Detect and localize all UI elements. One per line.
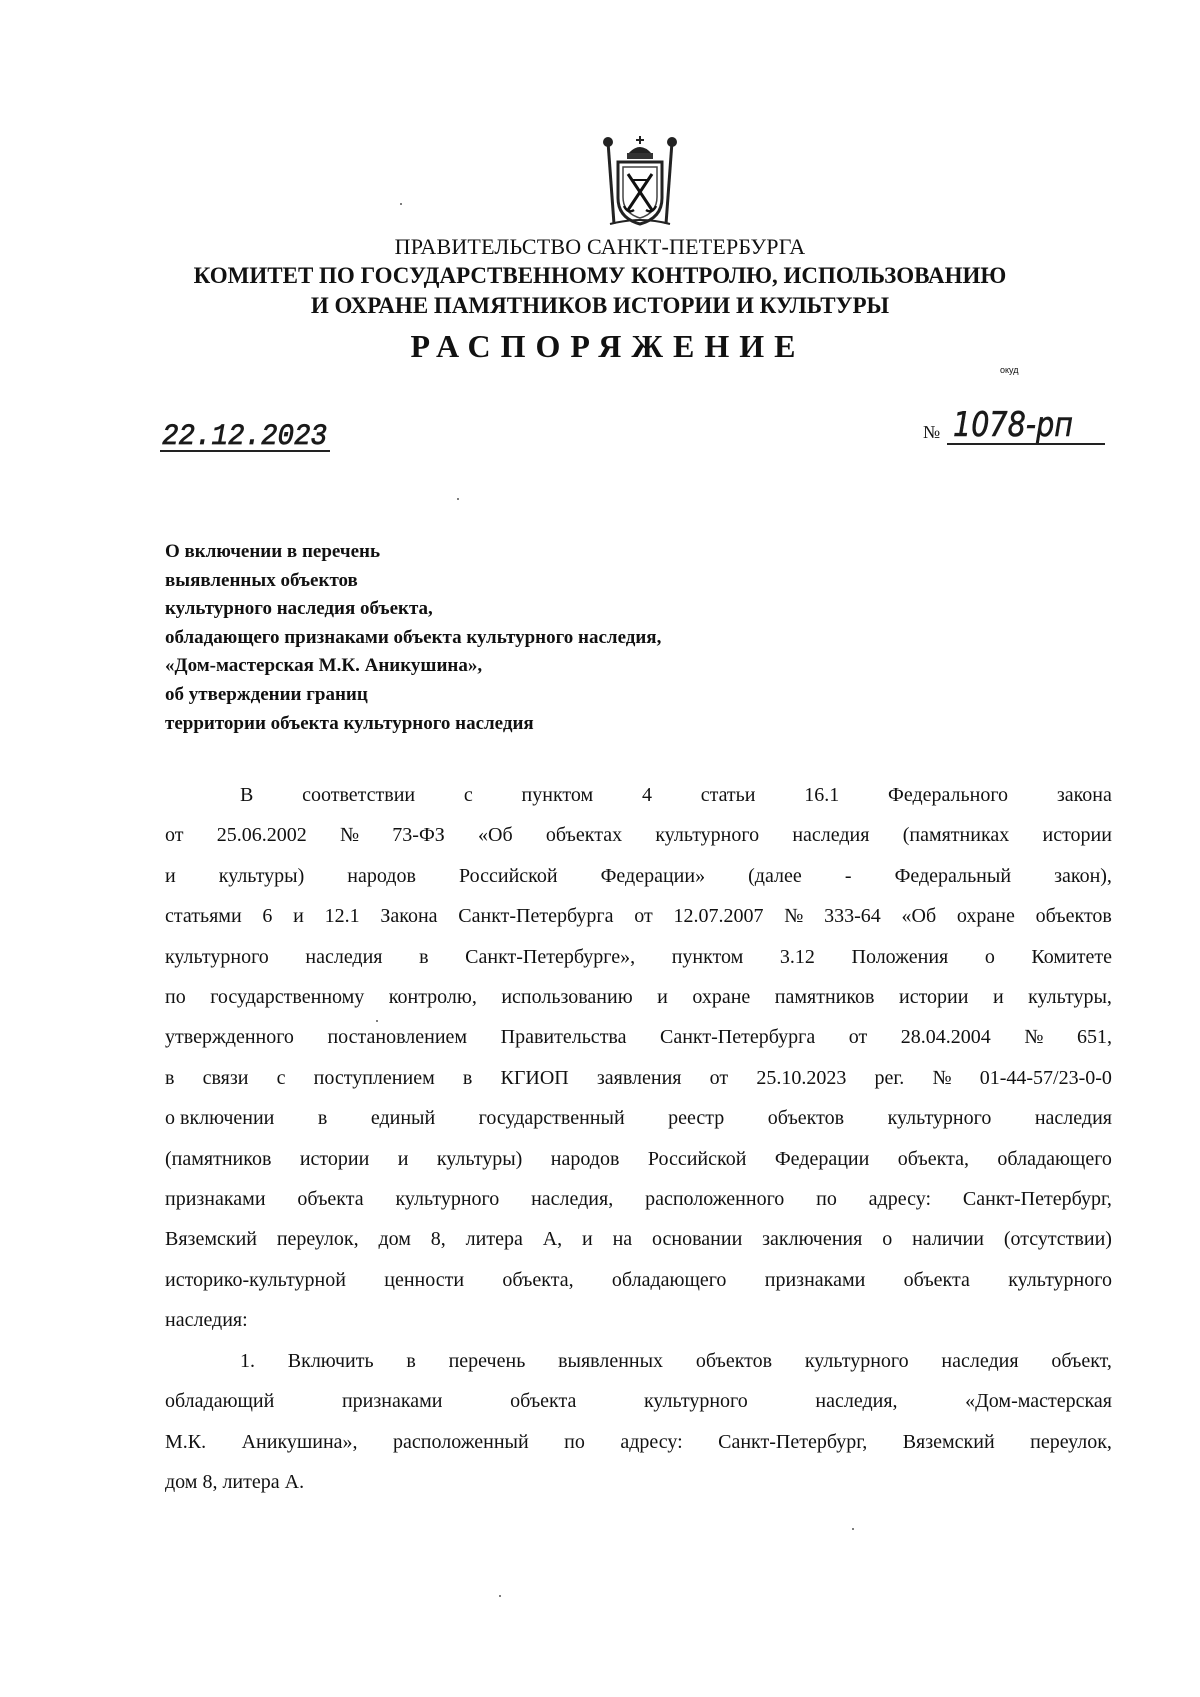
- body-word: культурного: [395, 1188, 500, 1211]
- body-word: ценности: [384, 1268, 465, 1291]
- body-word: 12.07.2007: [673, 905, 764, 928]
- body-word: реестр: [668, 1107, 725, 1130]
- body-word: Российской: [458, 864, 558, 887]
- body-word: объекта: [510, 1390, 577, 1413]
- body-word: в: [165, 1066, 175, 1089]
- okud-label: окуд: [1000, 365, 1019, 375]
- body-word: адресу:: [620, 1430, 683, 1453]
- body-word: Положения: [851, 945, 949, 968]
- body-word: признаками: [764, 1268, 866, 1291]
- body-word: пунктом: [521, 784, 594, 806]
- body-word: «Об: [478, 824, 513, 847]
- body-line: [165, 1017, 1112, 1057]
- body-word: 25.06.2002: [216, 824, 307, 847]
- body-word: Санкт-Петербург,: [718, 1430, 868, 1453]
- body-word: 01-44-57/23-0-0: [979, 1066, 1112, 1089]
- body-word: памятников: [774, 986, 875, 1009]
- body-word: культурного: [655, 824, 760, 847]
- body-word: «Об: [901, 905, 937, 928]
- body-word: объектах: [545, 824, 623, 847]
- body-line: [165, 1260, 1112, 1300]
- subject-line: «Дом-мастерская М.К. Аникушина»,: [165, 655, 483, 677]
- body-word: 8,: [430, 1228, 446, 1251]
- body-word: культурного: [643, 1390, 748, 1413]
- coat-of-arms-icon: [596, 132, 684, 230]
- body-word: дом: [378, 1228, 411, 1251]
- subject-line: культурного наследия объекта,: [165, 598, 433, 620]
- body-word: культуры,: [1028, 986, 1112, 1009]
- subject-line: об утверждении границ: [165, 683, 368, 705]
- body-word: с: [276, 1066, 286, 1089]
- document-subject: [165, 538, 661, 738]
- body-word: объектов: [1035, 905, 1112, 928]
- body-word: от: [848, 1026, 868, 1049]
- subject-line: обладающего признаками объекта культурного наследия,: [165, 626, 662, 648]
- body-word: и: [397, 1147, 409, 1170]
- body-word: от: [165, 824, 184, 847]
- document-number: [915, 400, 1115, 460]
- body-word: в: [419, 945, 429, 968]
- document-body: [165, 775, 1112, 1502]
- body-word: М.К.: [165, 1430, 207, 1453]
- body-word: (памятниках: [902, 824, 1010, 847]
- body-word: (далее: [748, 864, 802, 887]
- body-word: (отсутствии): [1003, 1228, 1112, 1251]
- body-word: объект,: [1051, 1349, 1112, 1372]
- body-word: закон),: [1054, 864, 1112, 887]
- body-word: обладающего: [611, 1268, 727, 1291]
- scan-artifact: [499, 1595, 501, 1597]
- body-word: в: [317, 1107, 328, 1130]
- body-word: Правительства: [500, 1026, 627, 1049]
- body-word: расположенный: [393, 1430, 529, 1453]
- body-word: статьями: [165, 905, 242, 928]
- body-word: связи: [202, 1066, 249, 1089]
- body-word: объекта,: [502, 1268, 574, 1291]
- body-line: [165, 1219, 1112, 1259]
- body-word: 651,: [1076, 1026, 1112, 1049]
- body-word: 28.04.2004: [900, 1026, 991, 1049]
- body-word: от: [709, 1066, 729, 1089]
- body-line: [165, 775, 1112, 815]
- body-word: по: [165, 986, 186, 1009]
- body-word: (памятников: [165, 1147, 272, 1170]
- body-word: Включить: [287, 1349, 374, 1372]
- body-word: государственный: [478, 1107, 625, 1130]
- body-line: [165, 1098, 1112, 1138]
- body-line: [165, 977, 1112, 1017]
- body-word: Санкт-Петербурга: [458, 905, 614, 928]
- body-word: закона: [1056, 784, 1112, 806]
- body-word: контролю,: [388, 986, 477, 1009]
- body-word: Санкт-Петербурге»,: [465, 945, 636, 968]
- body-word: и: [992, 986, 1004, 1009]
- body-word: государственному: [210, 986, 365, 1009]
- body-word: 6: [262, 905, 273, 928]
- body-word: Санкт-Петербурга: [660, 1026, 816, 1049]
- body-word: «Дом-мастерская: [965, 1390, 1112, 1413]
- body-word: №: [932, 1066, 952, 1089]
- body-word: 16.1: [804, 784, 840, 806]
- body-word: по: [816, 1188, 837, 1211]
- body-line: [165, 937, 1112, 977]
- body-word: наследия: [1034, 1107, 1112, 1130]
- body-word: народов: [347, 864, 416, 887]
- body-word: №: [784, 905, 804, 928]
- body-word: заявления: [596, 1066, 682, 1089]
- body-word: объектов: [767, 1107, 845, 1130]
- body-word: и: [657, 986, 668, 1009]
- body-word: №: [1024, 1026, 1044, 1049]
- body-word: литера: [465, 1228, 523, 1251]
- number-sign: №: [923, 422, 941, 442]
- body-word: утвержденного: [165, 1026, 294, 1049]
- body-word: по: [564, 1430, 585, 1453]
- body-line: [165, 1139, 1112, 1179]
- body-word: о включении: [165, 1107, 275, 1130]
- body-word: признаками: [165, 1188, 266, 1211]
- body-word: статьи: [700, 784, 756, 806]
- scan-artifact: [400, 203, 402, 205]
- body-line: [165, 896, 1112, 936]
- body-word: с: [463, 784, 473, 806]
- body-word: заключения: [762, 1228, 863, 1251]
- body-word: охране: [956, 905, 1015, 928]
- body-word: рег.: [874, 1066, 905, 1089]
- body-word: на: [612, 1228, 633, 1251]
- body-line: [165, 1422, 1112, 1462]
- body-word: Аникушина»,: [241, 1430, 358, 1453]
- body-word: культурного: [165, 945, 269, 968]
- body-line: [165, 1462, 1112, 1502]
- committee-name-line2: И ОХРАНЕ ПАМЯТНИКОВ ИСТОРИИ И КУЛЬТУРЫ: [310, 293, 890, 318]
- body-word: 73-ФЗ: [392, 824, 445, 847]
- body-word: перечень: [448, 1349, 526, 1372]
- body-word: объекта,: [897, 1147, 969, 1170]
- body-word: использованию: [501, 986, 633, 1009]
- body-word: выявленных: [558, 1349, 664, 1372]
- body-word: -: [844, 864, 852, 887]
- body-word: наследия: [941, 1349, 1019, 1372]
- body-word: культуры): [436, 1147, 523, 1170]
- body-word: о: [882, 1228, 893, 1251]
- body-word: В: [240, 784, 254, 806]
- body-word: дом 8, литера А.: [165, 1470, 305, 1493]
- subject-line: О включении в перечень: [165, 541, 380, 562]
- body-word: наследия: [792, 824, 870, 847]
- body-word: культурного: [1008, 1268, 1112, 1291]
- body-word: наличии: [912, 1228, 984, 1251]
- body-word: обладающего: [997, 1147, 1112, 1170]
- body-word: 12.1: [324, 905, 360, 928]
- body-word: А,: [542, 1228, 563, 1251]
- body-word: 1.: [240, 1349, 255, 1372]
- body-line: [165, 815, 1112, 855]
- body-word: расположенного: [645, 1188, 785, 1211]
- body-word: постановлением: [327, 1026, 468, 1049]
- body-line: [165, 1058, 1112, 1098]
- body-word: Вяземский: [165, 1228, 257, 1251]
- body-word: пунктом: [671, 945, 744, 968]
- body-word: переулок,: [1030, 1430, 1112, 1453]
- body-word: наследия: [305, 945, 383, 968]
- document-date: [160, 410, 360, 460]
- body-word: 25.10.2023: [756, 1066, 847, 1089]
- subject-line: выявленных объектов: [165, 569, 358, 591]
- body-word: истории: [1042, 824, 1112, 847]
- body-word: переулок,: [276, 1228, 359, 1251]
- body-word: наследия:: [165, 1309, 248, 1332]
- body-word: охране: [692, 986, 751, 1009]
- body-word: 3.12: [779, 945, 815, 968]
- body-word: адресу:: [868, 1188, 932, 1211]
- body-word: соответствии: [302, 784, 416, 806]
- body-word: объектов: [695, 1349, 773, 1372]
- body-word: основании: [652, 1228, 743, 1251]
- body-word: истории: [299, 1147, 370, 1170]
- body-word: Закона: [380, 905, 438, 928]
- body-line: [165, 1381, 1112, 1421]
- body-word: культурного: [887, 1107, 992, 1130]
- number-text: 1078-рп: [953, 405, 1073, 445]
- subject-line: территории объекта культурного наследия: [165, 712, 534, 734]
- body-word: Санкт-Петербург,: [962, 1188, 1112, 1211]
- body-word: Федерального: [888, 784, 1009, 806]
- body-word: поступлением: [313, 1066, 435, 1089]
- body-word: обладающий: [165, 1390, 275, 1413]
- body-word: 4: [641, 784, 652, 806]
- body-word: и: [165, 864, 176, 887]
- body-word: №: [339, 824, 360, 847]
- date-text: 22.12.2023: [162, 420, 327, 454]
- body-line: [165, 1300, 1112, 1340]
- body-word: Федеральный: [894, 864, 1012, 887]
- body-word: наследия,: [531, 1188, 614, 1211]
- body-word: культуры): [218, 864, 305, 887]
- body-word: КГИОП: [500, 1066, 569, 1089]
- body-word: от: [634, 905, 653, 928]
- body-line: [165, 1179, 1112, 1219]
- government-name: ПРАВИТЕЛЬСТВО САНКТ-ПЕТЕРБУРГА: [394, 234, 806, 259]
- body-word: Российской: [647, 1147, 747, 1170]
- scan-artifact: [457, 498, 459, 500]
- body-word: и: [293, 905, 304, 928]
- body-word: наследия,: [815, 1390, 898, 1413]
- body-word: и: [582, 1228, 593, 1251]
- body-word: единый: [370, 1107, 436, 1130]
- body-line: [165, 856, 1112, 896]
- body-word: Вяземский: [902, 1430, 995, 1453]
- body-word: историко-культурной: [165, 1268, 346, 1291]
- body-word: 333-64: [824, 905, 881, 928]
- scan-artifact: [852, 1528, 854, 1530]
- body-word: в: [462, 1066, 473, 1089]
- body-word: объекта: [297, 1188, 364, 1211]
- body-word: Комитете: [1031, 945, 1112, 968]
- body-line: [165, 1341, 1112, 1381]
- committee-name-line1: КОМИТЕТ ПО ГОСУДАРСТВЕННОМУ КОНТРОЛЮ, ИСПОЛЬЗОВАНИЮ: [193, 263, 1007, 288]
- body-word: Федерации»: [600, 864, 706, 887]
- body-word: народов: [550, 1147, 620, 1170]
- body-word: Федерации: [774, 1147, 870, 1170]
- body-word: в: [406, 1349, 416, 1372]
- body-word: объекта: [903, 1268, 970, 1291]
- document-type: РАСПОРЯЖЕНИЕ: [410, 328, 806, 364]
- body-word: признаками: [341, 1390, 443, 1413]
- body-word: истории: [898, 986, 969, 1009]
- body-word: культурного: [804, 1349, 909, 1372]
- body-word: о: [984, 945, 995, 968]
